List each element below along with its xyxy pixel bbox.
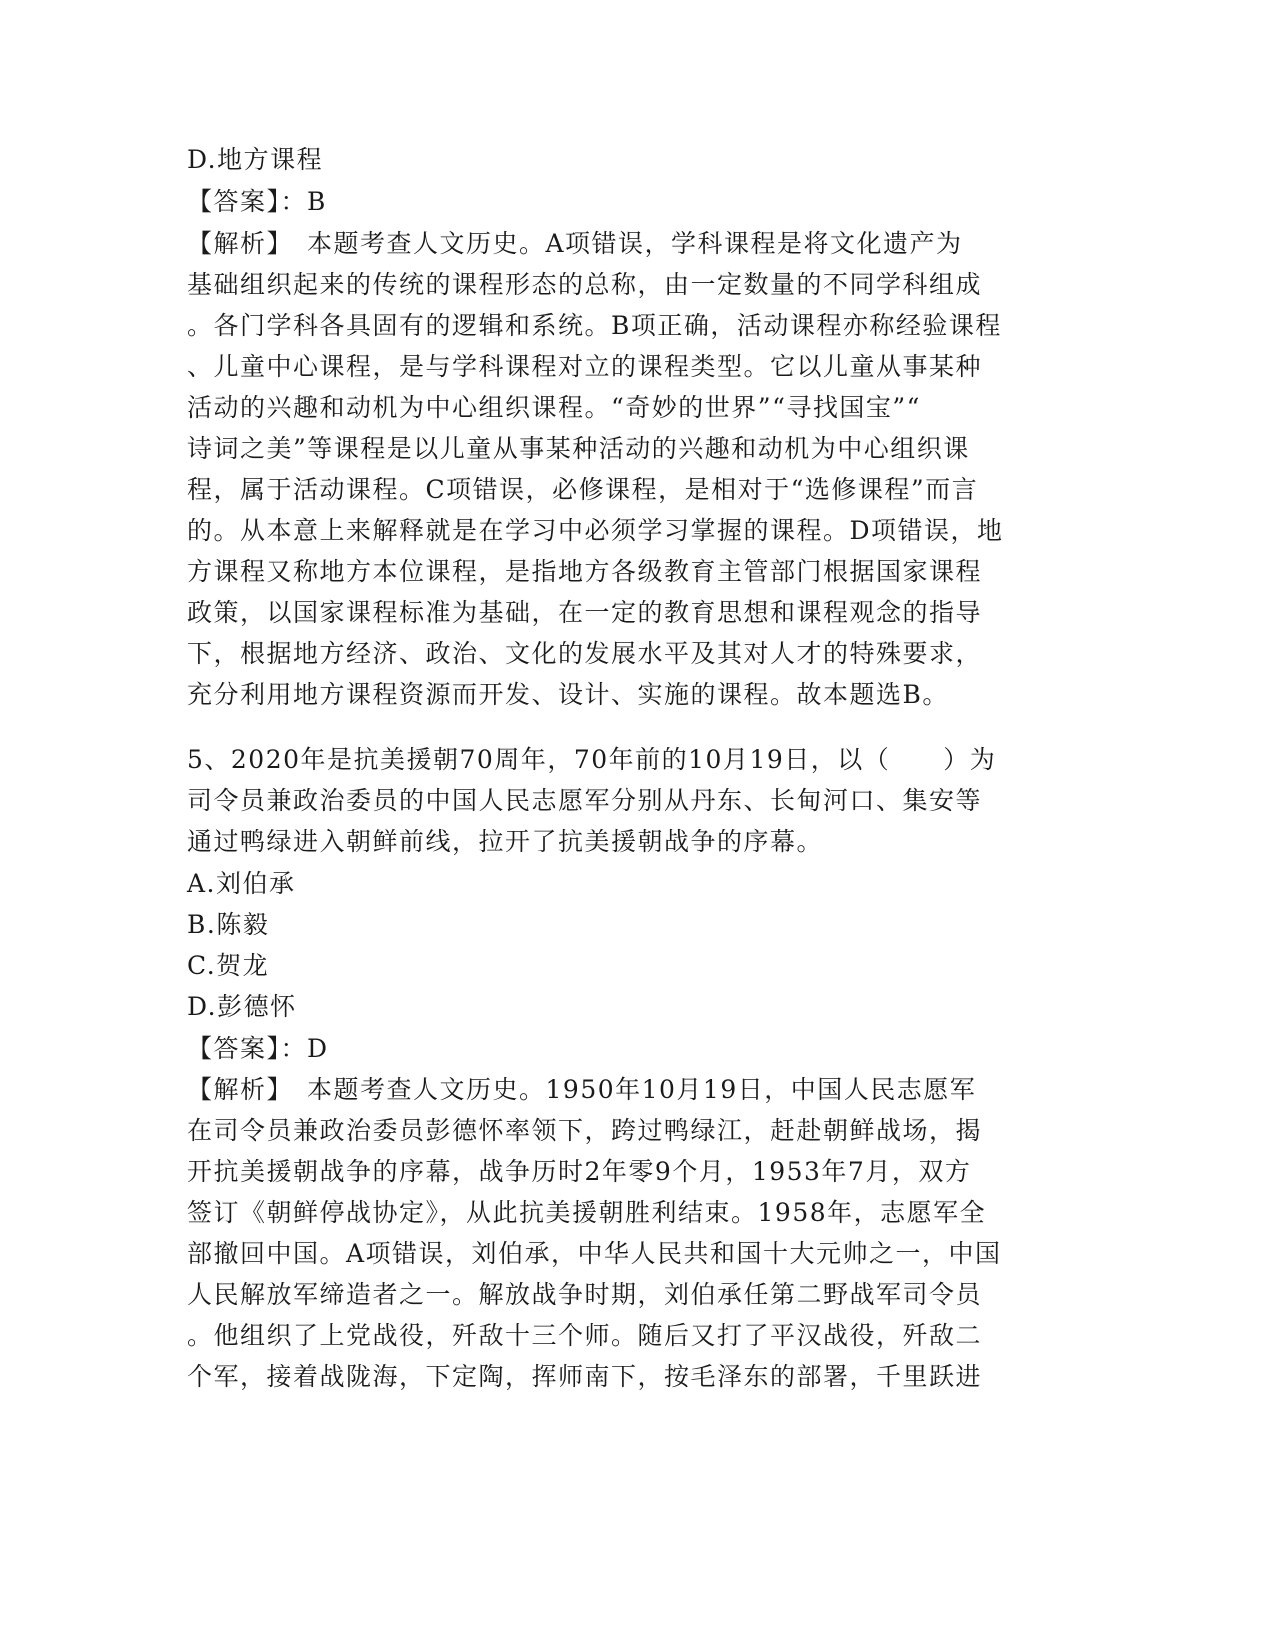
q5-explanation-line: 【解析】 本题考查人文历史。1950年10月19日，中国人民志愿军 — [187, 1075, 977, 1104]
q5-option-c: C.贺龙 — [187, 951, 270, 980]
q5-answer: 【答案】：D — [187, 1034, 329, 1063]
q5-question-line: 5、2020年是抗美援朝70周年，70年前的10月19日，以（ ）为 — [187, 745, 997, 774]
q4-explanation-line: 程，属于活动课程。C项错误，必修课程，是相对于“选修课程”而言 — [187, 475, 979, 504]
q5-explanation-line: 签订《朝鲜停战协定》，从此抗美援朝胜利结束。1958年，志愿军全 — [187, 1198, 987, 1227]
q5-explanation-line: 个军，接着战陇海，下定陶，挥师南下，按毛泽东的部署，千里跃进 — [187, 1362, 983, 1391]
q5-option-d: D.彭德怀 — [187, 992, 297, 1021]
q4-explanation-line: 基础组织起来的传统的课程形态的总称，由一定数量的不同学科组成 — [187, 270, 983, 299]
q5-option-a: A.刘伯承 — [187, 869, 296, 898]
q5-question-line: 通过鸭绿进入朝鲜前线，拉开了抗美援朝战争的序幕。 — [187, 827, 824, 856]
q4-explanation-line: 【解析】 本题考查人文历史。A项错误，学科课程是将文化遗产为 — [187, 229, 963, 258]
q5-question-line: 司令员兼政治委员的中国人民志愿军分别从丹东、长甸河口、集安等 — [187, 786, 983, 815]
q4-explanation-line: 方课程又称地方本位课程，是指地方各级教育主管部门根据国家课程 — [187, 557, 983, 586]
q4-answer: 【答案】：B — [187, 187, 327, 216]
q4-explanation-line: 充分利用地方课程资源而开发、设计、实施的课程。故本题选B。 — [187, 680, 949, 709]
q4-explanation-line: 的。从本意上来解释就是在学习中必须学习掌握的课程。D项错误，地 — [187, 516, 1004, 545]
q5-explanation-line: 在司令员兼政治委员彭德怀率领下，跨过鸭绿江，赶赴朝鲜战场，揭 — [187, 1116, 983, 1145]
q4-explanation-line: 下，根据地方经济、政治、文化的发展水平及其对人才的特殊要求， — [187, 639, 983, 668]
q5-explanation-line: 。他组织了上党战役，歼敌十三个师。随后又打了平汉战役，歼敌二 — [187, 1321, 983, 1350]
q4-explanation-line: 。各门学科各具固有的逻辑和系统。B项正确，活动课程亦称经验课程 — [187, 311, 1002, 340]
q4-explanation-line: 活动的兴趣和动机为中心组织课程。“奇妙的世界”“寻找国宝”“ — [187, 393, 921, 422]
q5-explanation-line: 开抗美援朝战争的序幕，战争历时2年零9个月，1953年7月，双方 — [187, 1157, 972, 1186]
q5-explanation-line: 部撤回中国。A项错误，刘伯承，中华人民共和国十大元帅之一，中国 — [187, 1239, 1002, 1268]
q4-explanation-line: 诗词之美”等课程是以儿童从事某种活动的兴趣和动机为中心组织课 — [187, 434, 970, 463]
q5-explanation-line: 人民解放军缔造者之一。解放战争时期，刘伯承任第二野战军司令员 — [187, 1280, 983, 1309]
q4-explanation-line: 、儿童中心课程，是与学科课程对立的课程类型。它以儿童从事某种 — [187, 352, 983, 381]
q5-option-b: B.陈毅 — [187, 910, 270, 939]
q4-explanation-line: 政策，以国家课程标准为基础，在一定的教育思想和课程观念的指导 — [187, 598, 983, 627]
q4-option-d: D.地方课程 — [187, 145, 324, 174]
